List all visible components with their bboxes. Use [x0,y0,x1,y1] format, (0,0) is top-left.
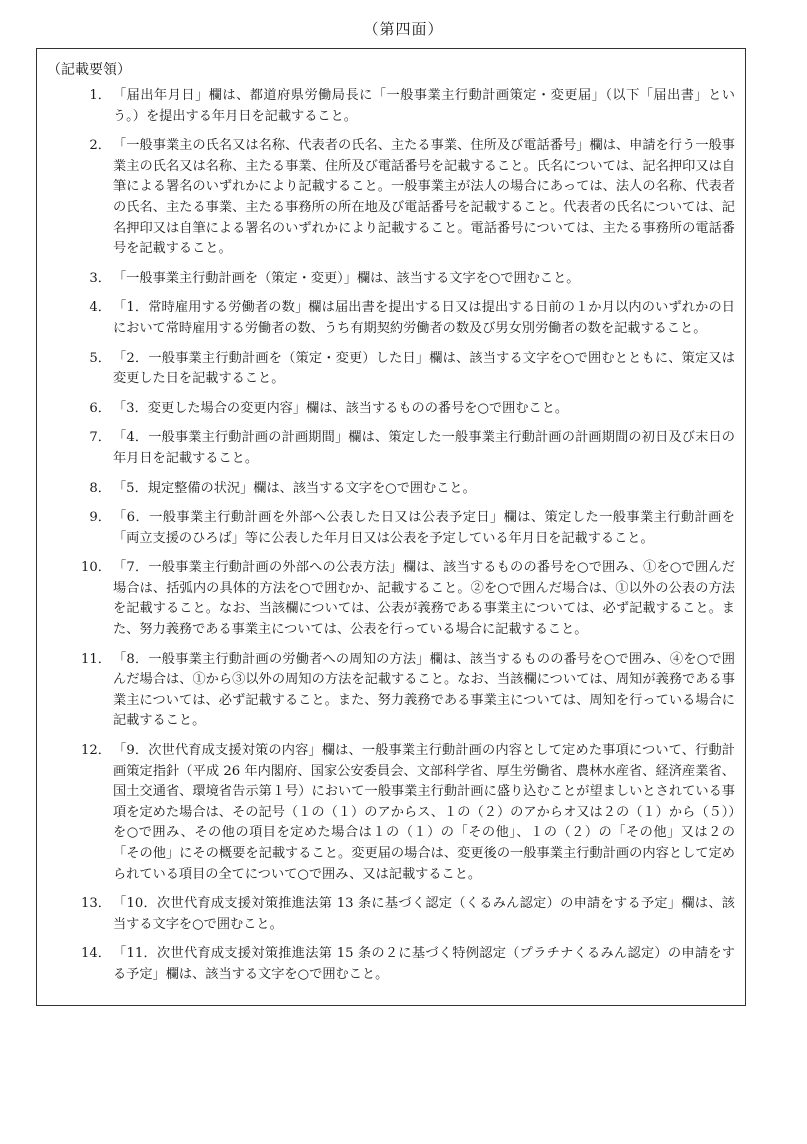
item-number: 1． [89,88,111,103]
instruction-item [37,479,737,500]
item-number: 7． [89,430,111,446]
item-number: 4． [89,300,111,316]
instruction-item [37,428,737,469]
item-text: 「一般事業主の氏名又は名称、代表者の氏名、主たる事業、住所及び電話番号」欄は、申請を行う一般事業主の氏名又は名称、主たる事業、住所及び電話番号を記載すること。氏名については、記名押印又は自筆による署名のいずれかにより記載すること。一般事業主が法人の場合にあっては、法人の名称、代表者の氏名、主たる事業、主たる事務所の所在地及び電話番号を記載すること。代表者の氏名については、記名押印又は自筆による署名のいずれかにより記載すること。電話番号については、主たる事務所の電話番号を記載すること。 [113,138,735,257]
item-number: 9． [89,510,111,526]
instruction-item [37,741,737,885]
item-text: 「1．常時雇用する労働者の数」欄は届出書を提出する日又は提出する日前の１か月以内のいずれかの日において常時雇用する労働者の数、うち有期契約労働者の数及び男女別労働者の数を記載すること。 [113,300,735,336]
item-text: 「一般事業主行動計画を（策定・変更）」欄は、該当する文字を○で囲むこと。 [113,270,580,286]
item-text: 「8．一般事業主行動計画の労働者への周知の方法」欄は、該当するものの番号を○で囲み、④を○で囲んだ場合は、①から③以外の周知の方法を記載すること。なお、当該欄については、周知が義務である事業主については、必ず記載すること。また、努力義務である事業主については、周知を行っている場合に記載すること。 [113,651,735,729]
instruction-item [37,269,737,290]
item-number: 10． [81,560,111,576]
item-number: 11． [81,651,111,667]
item-number: 2． [89,138,111,154]
item-text: 「2．一般事業主行動計画を（策定・変更）した日」欄は、該当する文字を○で囲むとともに、策定又は変更した日を記載すること。 [113,350,735,387]
item-number: 6． [89,400,111,416]
item-text: 「11．次世代育成支援対策推進法第 15 条の２に基づく特例認定（プラチナくるみん認定）の申請をする予定」欄は、該当する文字を○で囲むこと。 [113,946,735,982]
instruction-item [37,136,737,260]
item-text: 「4．一般事業主行動計画の計画期間」欄は、策定した一般事業主行動計画の計画期間の初日及び末日の年月日を記載すること。 [113,430,735,466]
instruction-item [37,399,737,420]
item-text: 「届出年月日」欄は、都道府県労働局長に「一般事業主行動計画策定・変更届」（以下「届出書」という。）を提出する年月日を記載すること。 [113,88,735,124]
instruction-item [37,508,737,549]
instructions-frame [36,48,746,1006]
instruction-item [37,944,737,985]
item-number: 8． [89,480,111,496]
item-text: 「3．変更した場合の変更内容」欄は、該当するものの番号を○で囲むこと。 [113,400,569,416]
item-text: 「7．一般事業主行動計画の外部への公表方法」欄は、該当するものの番号を○で囲み、①を○で囲んだ場合は、括弧内の具体的方法を○で囲むか、記載すること。②を○で囲んだ場合は、①以外の公表の方法を記載すること。なお、当該欄については、公表が義務である事業主については、必ず記載すること。また、努力義務である事業主については、公表を行っている場合に記載すること。 [113,560,735,638]
page-title: （第四面） [363,20,444,38]
section-label: （記載要領） [47,62,131,78]
instruction-item [37,86,737,127]
item-number: 3． [89,270,111,286]
instruction-item [37,349,737,390]
instruction-item [37,558,737,640]
item-text: 「6．一般事業主行動計画を外部へ公表した日又は公表予定日」欄は、策定した一般事業主行動計画を「両立支援のひろば」等に公表した年月日又は公表を予定している年月日を記載すること。 [113,510,735,546]
item-number: 5． [89,350,111,366]
item-number: 13． [81,896,111,912]
item-text: 「10．次世代育成支援対策推進法第 13 条に基づく認定（くるみん認定）の申請をする予定」欄は、該当する文字を○で囲むこと。 [113,896,735,932]
item-number: 12． [81,743,111,759]
instruction-item [37,650,737,732]
instruction-item [37,894,737,935]
instruction-item [37,298,737,339]
item-text: 「9．次世代育成支援対策の内容」欄は、一般事業主行動計画の内容として定めた事項について、行動計画策定指針（平成 26 年内閣府、国家公安委員会、文部科学省、厚生労働省、農林水産省、経済産業省、国土交通省、環境省告示第１号）において一般事業主行動計画に盛り込むことが望ましいとされている事項を定めた場合は、その記号（１の（１）のアからス、１の（２）のアからオ又は２の（１）から（５））を○で囲み、その他の項目を定めた場合は１の（１）の「その他」、１の（２）の「その他」又は２の「その他」にその概要を記載すること。変更届の場合は、変更後の一般事業主行動計画の内容として定められている項目の全てについて○で囲み、又は記載すること。 [113,743,735,882]
item-number: 14． [81,946,111,962]
instructions-list [37,86,737,995]
item-text: 「5．規定整備の状況」欄は、該当する文字を○で囲むこと。 [113,480,476,496]
